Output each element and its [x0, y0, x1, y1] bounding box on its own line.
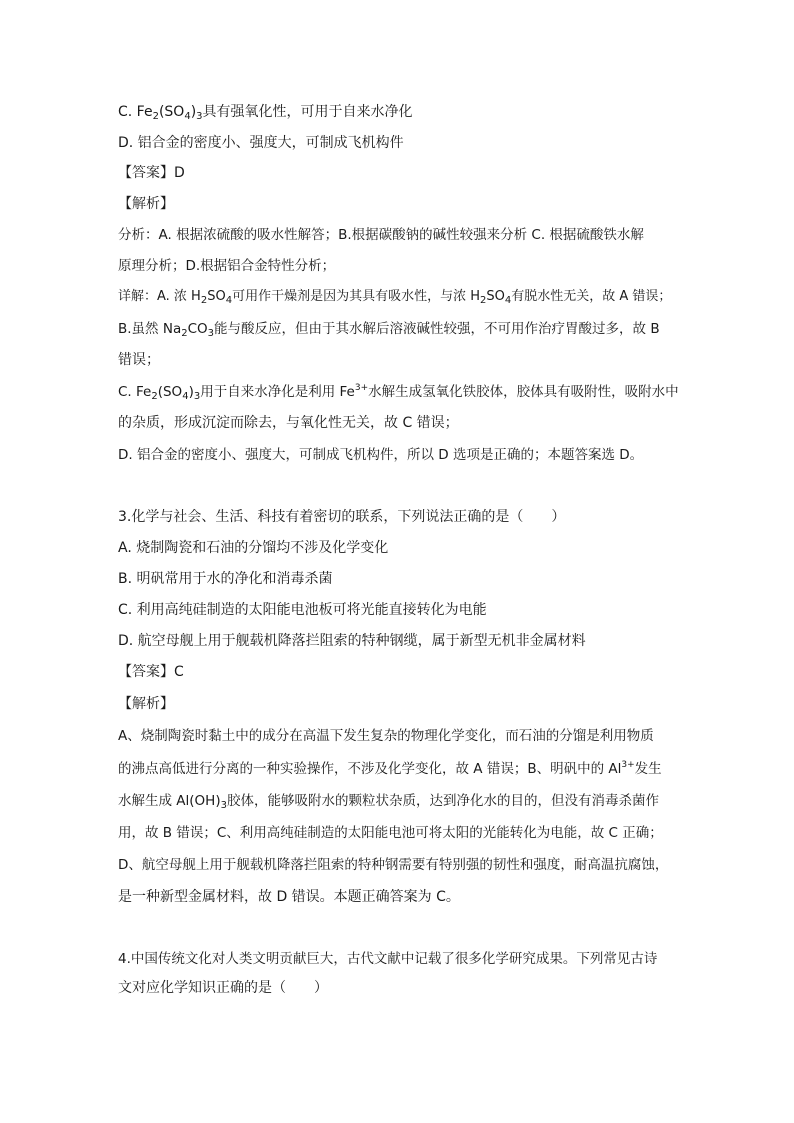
- q3-option-a: A. 烧制陶瓷和石油的分馏均不涉及化学变化: [118, 540, 389, 556]
- q3-analysis-line-1: A、烧制陶瓷时黏土中的成分在高温下发生复杂的物理化学变化，而石油的分馏是利用物质: [118, 728, 654, 744]
- q2-option-d: D. 铝合金的密度小、强度大，可制成飞机构件: [118, 135, 404, 151]
- q4-stem-line-1: 4.中国传统文化对人类文明贡献巨大，古代文献中记载了很多化学研究成果。下列常见古诗: [118, 951, 658, 967]
- q2-answer: 【答案】D: [118, 165, 185, 181]
- q3-analysis-line-3: 水解生成 $Al(OH)_3$胶体，能够吸附水的颗粒状杂质，达到净化水的目的，但没有消毒杀菌作: [118, 793, 659, 811]
- q2-option-c: C. $Fe_2(SO_4)_3$具有强氧化性，可用于自来水净化: [118, 104, 413, 122]
- q3-analysis-line-2: 的沸点高低进行分离的一种实验操作，不涉及化学变化，故 A 错误；B、明矾中的 $Al^{3+}$发生: [118, 760, 662, 777]
- q2-detail-c-line-1: C. $Fe_2(SO_4)_3$用于自来水净化是利用 $Fe^{3+}$水解生成氢氧化铁胶体，胶体具有吸附性，吸附水中: [118, 383, 679, 402]
- q2-detail-b-line-2: 错误；: [118, 352, 160, 368]
- q4-stem-line-2: 文对应化学知识正确的是（ ）: [118, 980, 328, 996]
- q2-analysis-label: 【解析】: [118, 196, 174, 212]
- q2-detail-a: 详解：A. 浓 $H_2SO_4$可用作干燥剂是因为其具有吸水性，与浓 $H_2SO_4$有脱水性无关，故 A 错误；: [118, 289, 672, 306]
- q3-option-d: D. 航空母舰上用于舰载机降落拦阻索的特种钢缆，属于新型无机非金属材料: [118, 633, 586, 649]
- q3-stem: 3.化学与社会、生活、科技有着密切的联系，下列说法正确的是（ ）: [118, 509, 566, 525]
- q2-detail-c-line-2: 的杂质，形成沉淀而除去，与氧化性无关，故 C 错误；: [118, 415, 459, 431]
- q2-detail-b-line-1: B.虽然 $Na_2CO_3$能与酸反应，但由于其水解后溶液碱性较强，不可用作治疗胃酸过多，故 B: [118, 321, 660, 339]
- q3-analysis-line-5: D、航空母舰上用于舰载机降落拦阻索的特种钢需要有特别强的韧性和强度，耐高温抗腐蚀，: [118, 857, 669, 873]
- q3-option-b: B. 明矾常用于水的净化和消毒杀菌: [118, 571, 333, 587]
- q3-answer: 【答案】C: [118, 664, 184, 680]
- q3-option-c: C. 利用高纯硅制造的太阳能电池板可将光能直接转化为电能: [118, 602, 487, 618]
- q2-detail-d: D. 铝合金的密度小、强度大，可制成飞机构件，所以 D 选项是正确的；本题答案选 D。: [118, 447, 644, 463]
- q3-analysis-line-4: 用，故 B 错误；C、利用高纯硅制造的太阳能电池可将太阳的光能转化为电能，故 C 正确；: [118, 825, 663, 841]
- q3-analysis-line-6: 是一种新型金属材料，故 D 错误。本题正确答案为 C。: [118, 889, 460, 905]
- q2-fenxi-line-1: 分析：A. 根据浓硫酸的吸水性解答；B.根据碳酸钠的碱性较强来分析 C. 根据硫酸铁水解: [118, 227, 644, 243]
- q3-analysis-label: 【解析】: [118, 696, 174, 712]
- q2-fenxi-line-2: 原理分析；D.根据铝合金特性分析；: [118, 258, 336, 274]
